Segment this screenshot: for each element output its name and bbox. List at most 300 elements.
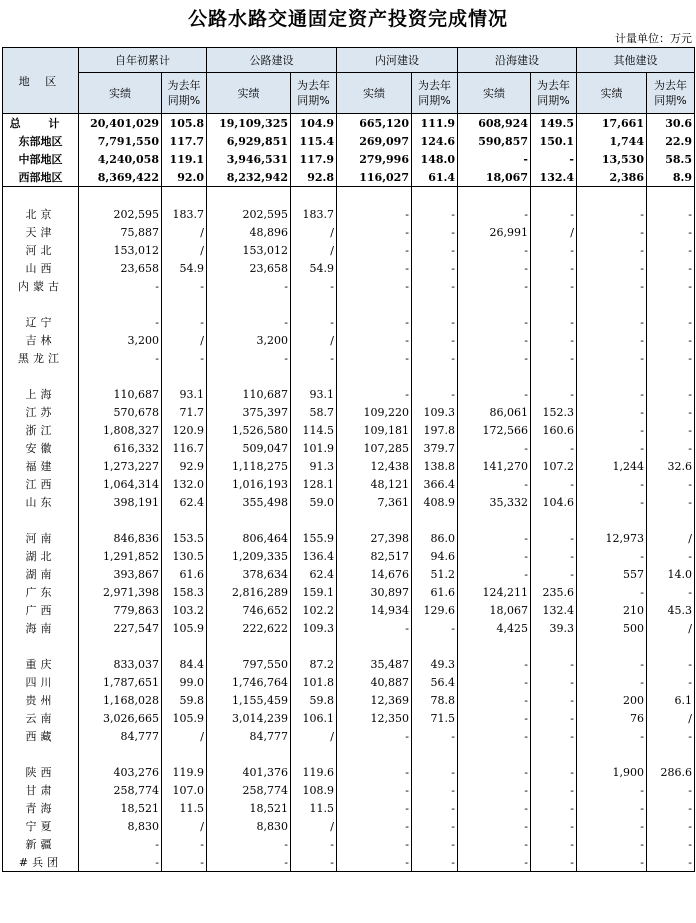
actual-cell: - [577,655,647,673]
yoy-header-line2: 同期% [654,94,687,107]
actual-header: 实绩 [577,73,647,114]
actual-cell: - [458,817,531,835]
yoy-cell: / [291,241,337,259]
yoy-cell: 150.1 [531,132,577,150]
group-header: 公路建设 [207,48,337,73]
actual-cell: - [337,331,412,349]
table-row [3,655,695,673]
spacer-cell [162,295,207,313]
spacer-cell [3,745,79,763]
actual-cell: 35,487 [337,655,412,673]
region-name: 江苏 [3,403,79,421]
yoy-cell: 92.0 [162,168,207,187]
yoy-header-line2: 同期% [537,94,570,107]
yoy-cell: 108.9 [291,781,337,799]
yoy-cell: - [291,853,337,872]
actual-cell: 403,276 [79,763,162,781]
spacer-cell [3,295,79,313]
actual-cell: - [458,727,531,745]
yoy-header-line2: 同期% [418,94,451,107]
yoy-cell: - [531,150,577,168]
spacer-cell [531,637,577,655]
actual-cell: 8,830 [207,817,291,835]
region-name: 重庆 [3,655,79,673]
actual-cell: 806,464 [207,529,291,547]
actual-cell: 48,896 [207,223,291,241]
spacer-cell [458,637,531,655]
actual-cell: 590,857 [458,132,531,150]
table-row [3,691,695,709]
spacer-cell [647,187,695,206]
region-name: 陕西 [3,763,79,781]
table-row [3,349,695,367]
group-header: 沿海建设 [458,48,577,73]
yoy-cell: - [647,475,695,493]
actual-cell: - [577,673,647,691]
actual-cell: - [577,799,647,817]
yoy-cell: - [531,205,577,223]
region-name: 辽宁 [3,313,79,331]
actual-cell: - [207,835,291,853]
actual-cell: - [458,277,531,295]
actual-cell: 202,595 [207,205,291,223]
actual-cell: 1,168,028 [79,691,162,709]
table-row [3,673,695,691]
yoy-cell: / [647,619,695,637]
yoy-cell: - [412,619,458,637]
yoy-cell: - [412,223,458,241]
yoy-cell: - [647,241,695,259]
actual-cell: 109,220 [337,403,412,421]
actual-cell: 3,200 [207,331,291,349]
spacer-cell [337,511,412,529]
actual-cell: 4,240,058 [79,150,162,168]
yoy-cell: - [647,349,695,367]
yoy-cell: 56.4 [412,673,458,691]
yoy-cell: 11.5 [162,799,207,817]
table-row [3,223,695,241]
yoy-cell: - [412,349,458,367]
yoy-cell: / [647,709,695,727]
spacer-cell [291,187,337,206]
actual-cell: - [458,835,531,853]
region-name: 江西 [3,475,79,493]
yoy-header-line2: 同期% [167,94,201,107]
actual-cell: 172,566 [458,421,531,439]
spacer-cell [337,745,412,763]
yoy-cell: 366.4 [412,475,458,493]
yoy-cell: 62.4 [291,565,337,583]
spacer-cell [3,511,79,529]
actual-cell: - [337,349,412,367]
actual-cell: - [337,313,412,331]
yoy-cell: 105.9 [162,619,207,637]
yoy-cell: 155.9 [291,529,337,547]
table-row [3,259,695,277]
yoy-cell: 128.1 [291,475,337,493]
region-name: 海南 [3,619,79,637]
actual-cell: 20,401,029 [79,114,162,133]
actual-cell: 1,808,327 [79,421,162,439]
actual-cell: 124,211 [458,583,531,601]
actual-cell: - [458,709,531,727]
actual-cell: - [577,223,647,241]
yoy-cell: - [291,349,337,367]
yoy-cell: 153.5 [162,529,207,547]
region-name: #兵团 [3,853,79,872]
yoy-cell: / [531,223,577,241]
table-row [3,529,695,547]
yoy-cell: 58.5 [647,150,695,168]
yoy-cell: 94.6 [412,547,458,565]
spacer-cell [412,295,458,313]
table-row [3,619,695,637]
yoy-cell: 11.5 [291,799,337,817]
spacer-cell [207,637,291,655]
actual-cell: - [577,493,647,511]
region-name: 浙江 [3,421,79,439]
actual-cell: 1,787,651 [79,673,162,691]
yoy-cell: 138.8 [412,457,458,475]
yoy-cell: - [647,493,695,511]
spacer-cell [79,187,162,206]
yoy-cell: - [647,799,695,817]
actual-cell: 1,273,227 [79,457,162,475]
spacer-cell [458,187,531,206]
yoy-cell: 379.7 [412,439,458,457]
yoy-cell: 107.2 [531,457,577,475]
actual-cell: - [458,385,531,403]
actual-cell: - [207,853,291,872]
actual-cell: - [207,349,291,367]
actual-cell: 153,012 [79,241,162,259]
yoy-cell: 86.0 [412,529,458,547]
yoy-cell: - [647,205,695,223]
actual-cell: 141,270 [458,457,531,475]
yoy-cell: 152.3 [531,403,577,421]
actual-cell: - [577,421,647,439]
spacer-cell [647,367,695,385]
spacer-cell [647,745,695,763]
spacer-cell [577,187,647,206]
spacer-cell [162,367,207,385]
actual-cell: 110,687 [207,385,291,403]
actual-cell: 202,595 [79,205,162,223]
actual-cell: 18,521 [207,799,291,817]
spacer-cell [79,637,162,655]
actual-cell: - [207,277,291,295]
spacer-cell [162,745,207,763]
yoy-cell: 54.9 [291,259,337,277]
actual-cell: 14,934 [337,601,412,619]
actual-cell: 12,973 [577,529,647,547]
yoy-cell: 119.9 [162,763,207,781]
yoy-cell: 32.6 [647,457,695,475]
total-row [3,168,695,187]
yoy-cell: - [531,655,577,673]
spacer-cell [577,637,647,655]
spacer-cell [458,745,531,763]
actual-cell: 110,687 [79,385,162,403]
actual-cell: 1,244 [577,457,647,475]
actual-cell: - [337,817,412,835]
actual-cell: 846,836 [79,529,162,547]
actual-cell: 4,425 [458,619,531,637]
spacer-cell [291,295,337,313]
yoy-cell: 59.0 [291,493,337,511]
yoy-cell: - [531,673,577,691]
actual-cell: - [337,205,412,223]
spacer-row [3,745,695,763]
actual-cell: 375,397 [207,403,291,421]
yoy-cell: 61.6 [412,583,458,601]
region-name: 山东 [3,493,79,511]
region-name: 西部地区 [3,168,79,187]
yoy-cell: - [412,835,458,853]
yoy-cell: 30.6 [647,114,695,133]
spacer-cell [531,367,577,385]
spacer-row [3,367,695,385]
actual-cell: - [337,259,412,277]
actual-cell: 23,658 [207,259,291,277]
region-name: 四川 [3,673,79,691]
yoy-cell: / [162,727,207,745]
actual-cell: - [458,565,531,583]
yoy-cell: 8.9 [647,168,695,187]
actual-cell: 8,232,942 [207,168,291,187]
region-name: 黑龙江 [3,349,79,367]
yoy-cell: / [647,529,695,547]
yoy-cell: 130.5 [162,547,207,565]
actual-cell: 2,386 [577,168,647,187]
yoy-cell: 59.8 [162,691,207,709]
actual-cell: - [577,349,647,367]
actual-cell: 1,744 [577,132,647,150]
yoy-cell: - [531,547,577,565]
yoy-cell: 78.8 [412,691,458,709]
yoy-header [531,73,577,114]
yoy-cell: 62.4 [162,493,207,511]
spacer-cell [577,367,647,385]
yoy-cell: 117.7 [162,132,207,150]
yoy-cell: 59.8 [291,691,337,709]
yoy-cell: 120.9 [162,421,207,439]
actual-cell: - [577,439,647,457]
yoy-cell: - [647,673,695,691]
actual-cell: - [337,727,412,745]
table-row [3,817,695,835]
actual-cell: 570,678 [79,403,162,421]
yoy-header-line1: 为去年 [418,79,451,92]
yoy-cell: - [531,799,577,817]
actual-cell: 7,361 [337,493,412,511]
yoy-cell: - [291,277,337,295]
actual-cell: - [79,313,162,331]
table-row [3,835,695,853]
yoy-cell: / [162,331,207,349]
spacer-cell [337,637,412,655]
actual-cell: 40,887 [337,673,412,691]
actual-cell: - [577,385,647,403]
actual-header: 实绩 [207,73,291,114]
actual-cell: 258,774 [79,781,162,799]
yoy-cell: 71.7 [162,403,207,421]
region-name: 山西 [3,259,79,277]
table-row [3,781,695,799]
table-row [3,475,695,493]
region-name: 云南 [3,709,79,727]
spacer-cell [291,511,337,529]
spacer-cell [3,187,79,206]
actual-cell: 12,438 [337,457,412,475]
yoy-cell: / [162,223,207,241]
spacer-cell [412,745,458,763]
yoy-cell: 51.2 [412,565,458,583]
actual-cell: - [337,619,412,637]
yoy-cell: 119.6 [291,763,337,781]
yoy-cell: 39.3 [531,619,577,637]
yoy-cell: - [647,403,695,421]
region-name: 青海 [3,799,79,817]
yoy-cell: 49.3 [412,655,458,673]
actual-cell: 3,200 [79,331,162,349]
spacer-cell [291,637,337,655]
actual-cell: 1,016,193 [207,475,291,493]
yoy-cell: 408.9 [412,493,458,511]
actual-cell: - [458,439,531,457]
actual-cell: 509,047 [207,439,291,457]
actual-cell: 3,014,239 [207,709,291,727]
table-row [3,853,695,872]
yoy-cell: 101.9 [291,439,337,457]
region-name: 广西 [3,601,79,619]
table-row [3,565,695,583]
region-name: 天津 [3,223,79,241]
actual-cell: 1,900 [577,763,647,781]
region-name: 北京 [3,205,79,223]
yoy-cell: 114.5 [291,421,337,439]
actual-cell: - [577,259,647,277]
yoy-header [291,73,337,114]
yoy-cell: - [412,205,458,223]
spacer-cell [207,745,291,763]
spacer-row [3,187,695,206]
actual-cell: 665,120 [337,114,412,133]
actual-cell: 27,398 [337,529,412,547]
actual-cell: 1,526,580 [207,421,291,439]
region-header: 地 区 [3,48,79,114]
group-header: 内河建设 [337,48,458,73]
yoy-cell: 54.9 [162,259,207,277]
yoy-cell: 132.4 [531,601,577,619]
yoy-cell: - [412,259,458,277]
spacer-cell [207,511,291,529]
yoy-cell: 117.9 [291,150,337,168]
actual-cell: 109,181 [337,421,412,439]
unit-label: 计量单位：万元 [615,32,692,45]
spacer-cell [291,745,337,763]
yoy-cell: - [647,313,695,331]
actual-cell: - [458,259,531,277]
spacer-cell [337,295,412,313]
actual-cell: 608,924 [458,114,531,133]
yoy-cell: - [647,727,695,745]
yoy-cell: 183.7 [291,205,337,223]
actual-cell: - [577,817,647,835]
spacer-cell [79,511,162,529]
region-name: 总 计 [3,114,79,133]
yoy-cell: - [647,439,695,457]
actual-cell: 222,622 [207,619,291,637]
table-row [3,403,695,421]
yoy-cell: 109.3 [291,619,337,637]
actual-cell: 3,026,665 [79,709,162,727]
yoy-cell: 136.4 [291,547,337,565]
yoy-cell: - [647,259,695,277]
actual-cell: 30,897 [337,583,412,601]
yoy-cell: 93.1 [162,385,207,403]
spacer-cell [647,511,695,529]
actual-cell: 833,037 [79,655,162,673]
actual-cell: 26,991 [458,223,531,241]
spacer-cell [647,637,695,655]
spacer-cell [412,637,458,655]
yoy-cell: / [291,223,337,241]
yoy-cell: 84.4 [162,655,207,673]
spacer-row [3,295,695,313]
yoy-cell: 116.7 [162,439,207,457]
investment-table [2,47,695,872]
actual-cell: - [577,331,647,349]
actual-cell: - [577,277,647,295]
yoy-cell: - [162,853,207,872]
table-row [3,439,695,457]
actual-cell: 6,929,851 [207,132,291,150]
region-name: 甘肃 [3,781,79,799]
actual-cell: - [577,403,647,421]
actual-cell: 355,498 [207,493,291,511]
yoy-cell: - [647,223,695,241]
yoy-header [647,73,695,114]
yoy-cell: 71.5 [412,709,458,727]
spacer-cell [3,367,79,385]
spacer-row [3,637,695,655]
region-name: 贵州 [3,691,79,709]
actual-cell: 1,155,459 [207,691,291,709]
yoy-cell: - [291,313,337,331]
table-row [3,601,695,619]
actual-cell: - [458,150,531,168]
yoy-cell: - [162,313,207,331]
region-name: 上海 [3,385,79,403]
yoy-cell: - [531,709,577,727]
actual-cell: 153,012 [207,241,291,259]
actual-cell: 269,097 [337,132,412,150]
spacer-cell [647,295,695,313]
actual-cell: - [577,547,647,565]
yoy-cell: - [412,277,458,295]
region-name: 河北 [3,241,79,259]
region-name: 中部地区 [3,150,79,168]
actual-cell: 500 [577,619,647,637]
yoy-cell: 93.1 [291,385,337,403]
actual-cell: 393,867 [79,565,162,583]
spacer-cell [79,367,162,385]
actual-cell: 398,191 [79,493,162,511]
actual-cell: 616,332 [79,439,162,457]
yoy-cell: - [412,313,458,331]
table-row [3,241,695,259]
